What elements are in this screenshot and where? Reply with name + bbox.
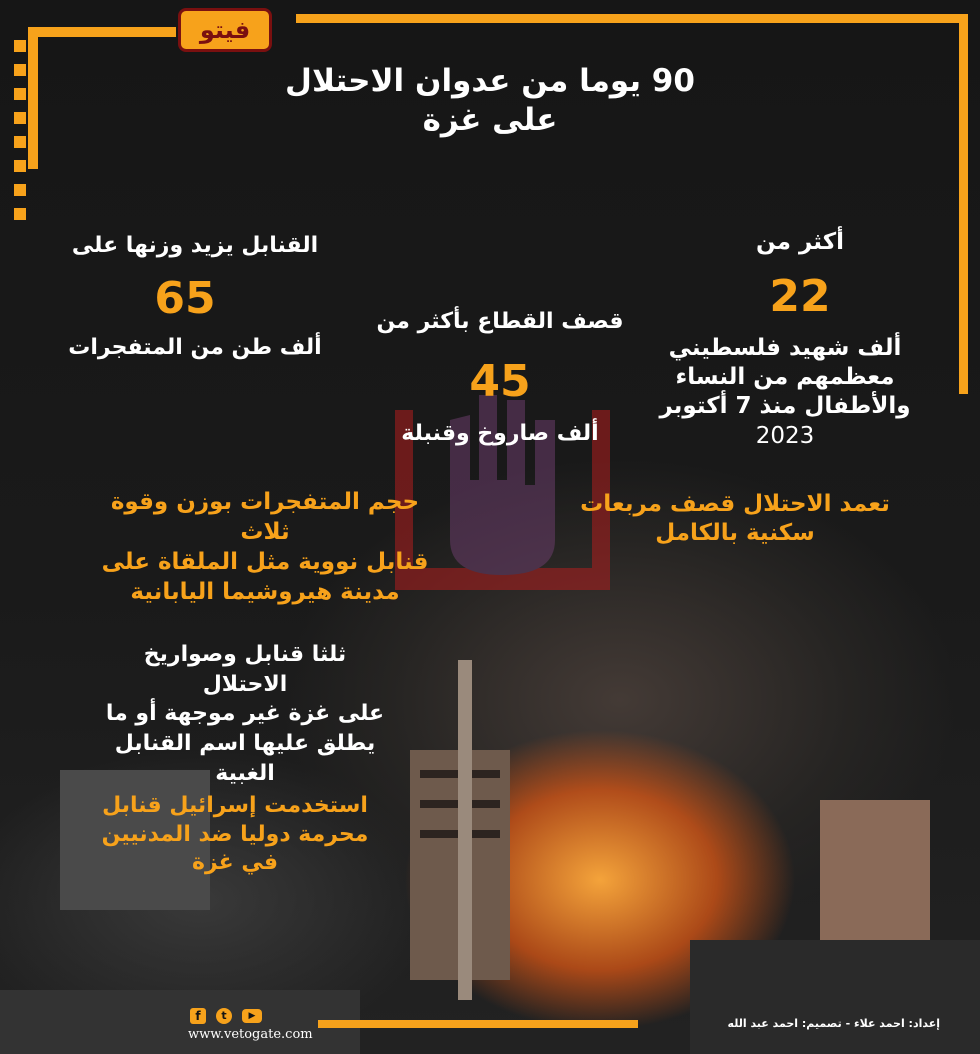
fact-left-line: قنابل نووية مثل الملقاة على (101, 548, 429, 575)
frame-bottom (318, 1020, 638, 1028)
page-title (280, 62, 700, 140)
frame-dash (14, 88, 26, 100)
website-link[interactable]: www.vetogate.com (188, 1027, 313, 1042)
fact-left (95, 488, 435, 608)
stat-right-top: أكثر من (756, 229, 844, 255)
frame-dash (14, 160, 26, 172)
foreground-block (690, 940, 980, 1054)
fact-right (580, 490, 890, 548)
fact-right-line: تعمد الاحتلال قصف مربعات (580, 491, 890, 517)
fact-mid-line: الغبية (215, 760, 275, 786)
stat-left-desc: ألف طن من المتفجرات (68, 335, 322, 360)
frame-dash (14, 208, 26, 220)
frame-dash (14, 184, 26, 196)
logo-text: فيتو (199, 16, 251, 44)
fact-bottom-line: محرمة دوليا ضد المدنيين (101, 821, 369, 847)
frame-left (28, 27, 38, 169)
fact-mid-line: على غزة غير موجهة أو ما (105, 701, 385, 727)
fact-bottom (75, 792, 395, 878)
fact-right-line: سكنية بالكامل (655, 519, 815, 546)
fact-left-line: حجم المتفجرات بوزن وقوة ثلاث (110, 489, 420, 545)
stat-right-number: 22 (769, 271, 831, 322)
fact-bottom-line: في غزة (191, 850, 279, 876)
title-line-1: 90 يوما من عدوان الاحتلال (285, 63, 695, 99)
foreground-wall (0, 990, 360, 1054)
facebook-icon[interactable]: f (190, 1008, 206, 1024)
stat-right-desc-line: معظمهم من النساء (675, 364, 895, 391)
fact-left-line: مدينة هيروشيما اليابانية (130, 578, 400, 605)
frame-dash (14, 64, 26, 76)
frame-top (28, 27, 176, 37)
youtube-icon[interactable]: ▶ (242, 1009, 262, 1023)
fact-mid (100, 640, 390, 788)
right-building (820, 800, 930, 940)
crane-mast (458, 660, 472, 1000)
stat-right-desc-line: 2023 (755, 422, 815, 449)
social-icons (190, 1008, 262, 1024)
stat-right-desc-line: ألف شهيد فلسطيني (668, 335, 902, 361)
credits: إعداد: احمد علاء - تصميم: احمد عبد الله (727, 1017, 940, 1030)
stat-left-top: القنابل يزيد وزنها على (71, 233, 319, 258)
frame-right (959, 14, 968, 394)
stat-center-top: قصف القطاع بأكثر من (376, 309, 624, 334)
stat-right-desc (640, 334, 930, 451)
stat-center-desc: ألف صاروخ وقنبلة (401, 421, 599, 446)
stat-right-desc-line: والأطفال منذ 7 أكتوبر (659, 393, 911, 420)
fact-mid-line: يطلق عليها اسم القنابل (114, 731, 376, 757)
stat-center-number: 45 (469, 356, 531, 407)
twitter-icon[interactable]: t (216, 1008, 232, 1024)
frame-top-right (296, 14, 968, 23)
frame-dash (14, 40, 26, 52)
logo (178, 8, 272, 52)
frame-dash (14, 112, 26, 124)
fact-bottom-line: استخدمت إسرائيل قنابل (102, 793, 368, 818)
title-line-2: على غزة (422, 101, 558, 138)
frame-dash (14, 136, 26, 148)
fact-mid-line: ثلثا قنابل وصواريخ الاحتلال (143, 642, 347, 697)
stat-left-number: 65 (154, 273, 216, 324)
